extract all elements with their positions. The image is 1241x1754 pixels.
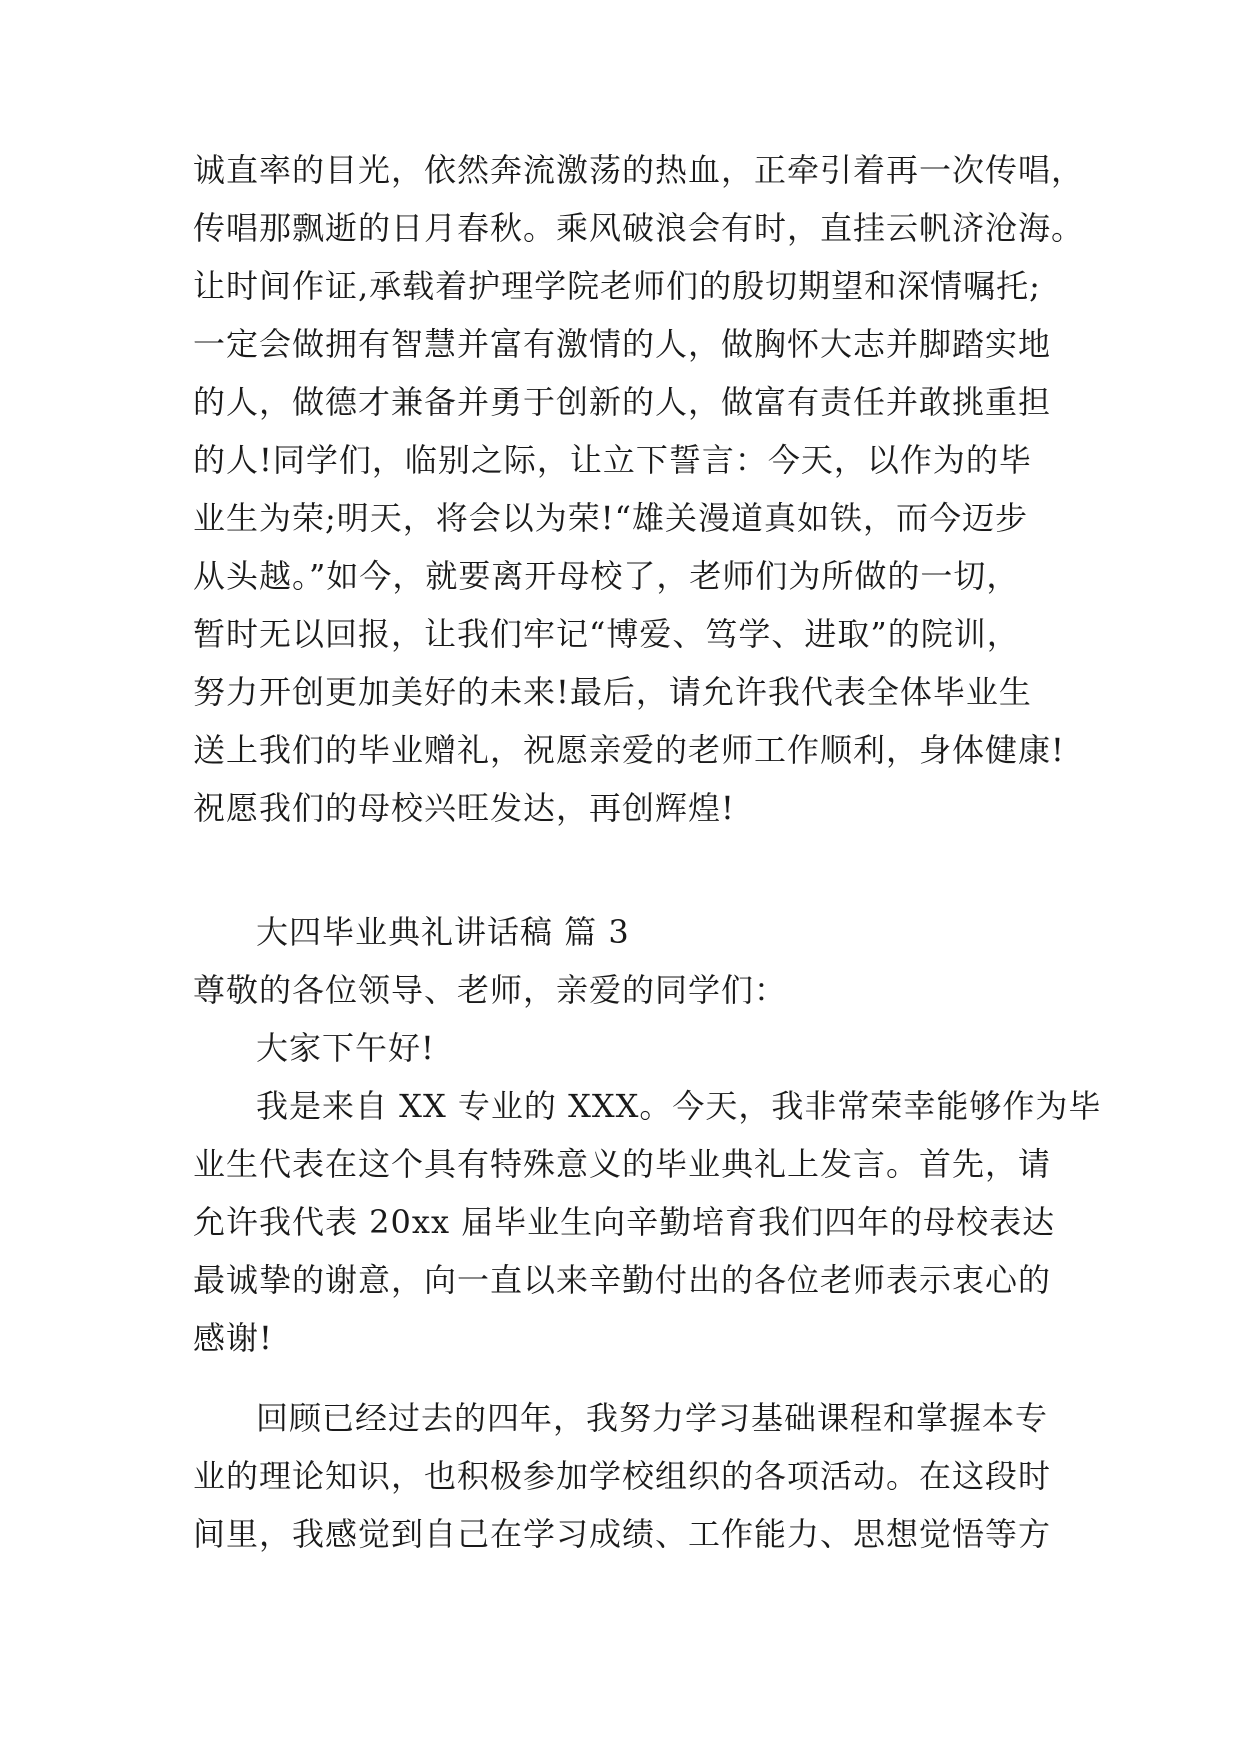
text-line: 业生为荣;明天，将会以为荣!“雄关漫道真如铁，而今迈步 xyxy=(193,499,1029,537)
text-line: 从头越。”如今，就要离开母校了，老师们为所做的一切， xyxy=(193,557,1020,595)
text-line: 送上我们的毕业赠礼，祝愿亲爱的老师工作顺利，身体健康! xyxy=(193,731,1065,769)
text-line: 业生代表在这个具有特殊意义的毕业典礼上发言。首先，请 xyxy=(193,1145,1052,1183)
text-line: 暂时无以回报，让我们牢记“博爱、笃学、进取”的院训， xyxy=(193,615,1020,653)
text-line: 允许我代表 20xx 届毕业生向辛勤培育我们四年的母校表达 xyxy=(193,1203,1056,1241)
salutation: 尊敬的各位领导、老师，亲爱的同学们： xyxy=(193,971,788,1009)
section-title: 大四毕业典礼讲话稿 篇 3 xyxy=(256,913,630,951)
text-line: 的人，做德才兼备并勇于创新的人，做富有责任并敢挑重担 xyxy=(193,383,1052,421)
text-line: 我是来自 XX 专业的 XXX。今天，我非常荣幸能够作为毕 xyxy=(256,1087,1102,1125)
greeting: 大家下午好! xyxy=(256,1029,435,1067)
text-line: 最诚挚的谢意，向一直以来辛勤付出的各位老师表示衷心的 xyxy=(193,1261,1052,1299)
text-line: 间里，我感觉到自己在学习成绩、工作能力、思想觉悟等方 xyxy=(193,1515,1052,1553)
text-line: 的人!同学们，临别之际，让立下誓言：今天，以作为的毕 xyxy=(193,441,1032,479)
text-line: 业的理论知识，也积极参加学校组织的各项活动。在这段时 xyxy=(193,1457,1052,1495)
text-line: 努力开创更加美好的未来!最后，请允许我代表全体毕业生 xyxy=(193,673,1032,711)
text-line: 一定会做拥有智慧并富有激情的人，做胸怀大志并脚踏实地 xyxy=(193,325,1052,363)
text-line: 传唱那飘逝的日月春秋。乘风破浪会有时，直挂云帆济沧海。 xyxy=(193,209,1085,247)
text-line: 感谢! xyxy=(193,1319,273,1357)
text-line: 祝愿我们的母校兴旺发达，再创辉煌! xyxy=(193,789,735,827)
text-line: 诚直率的目光，依然奔流激荡的热血，正牵引着再一次传唱， xyxy=(193,151,1085,189)
text-line: 让时间作证,承载着护理学院老师们的殷切期望和深情嘱托; xyxy=(193,267,1041,305)
text-line: 回顾已经过去的四年，我努力学习基础课程和掌握本专 xyxy=(256,1399,1049,1437)
